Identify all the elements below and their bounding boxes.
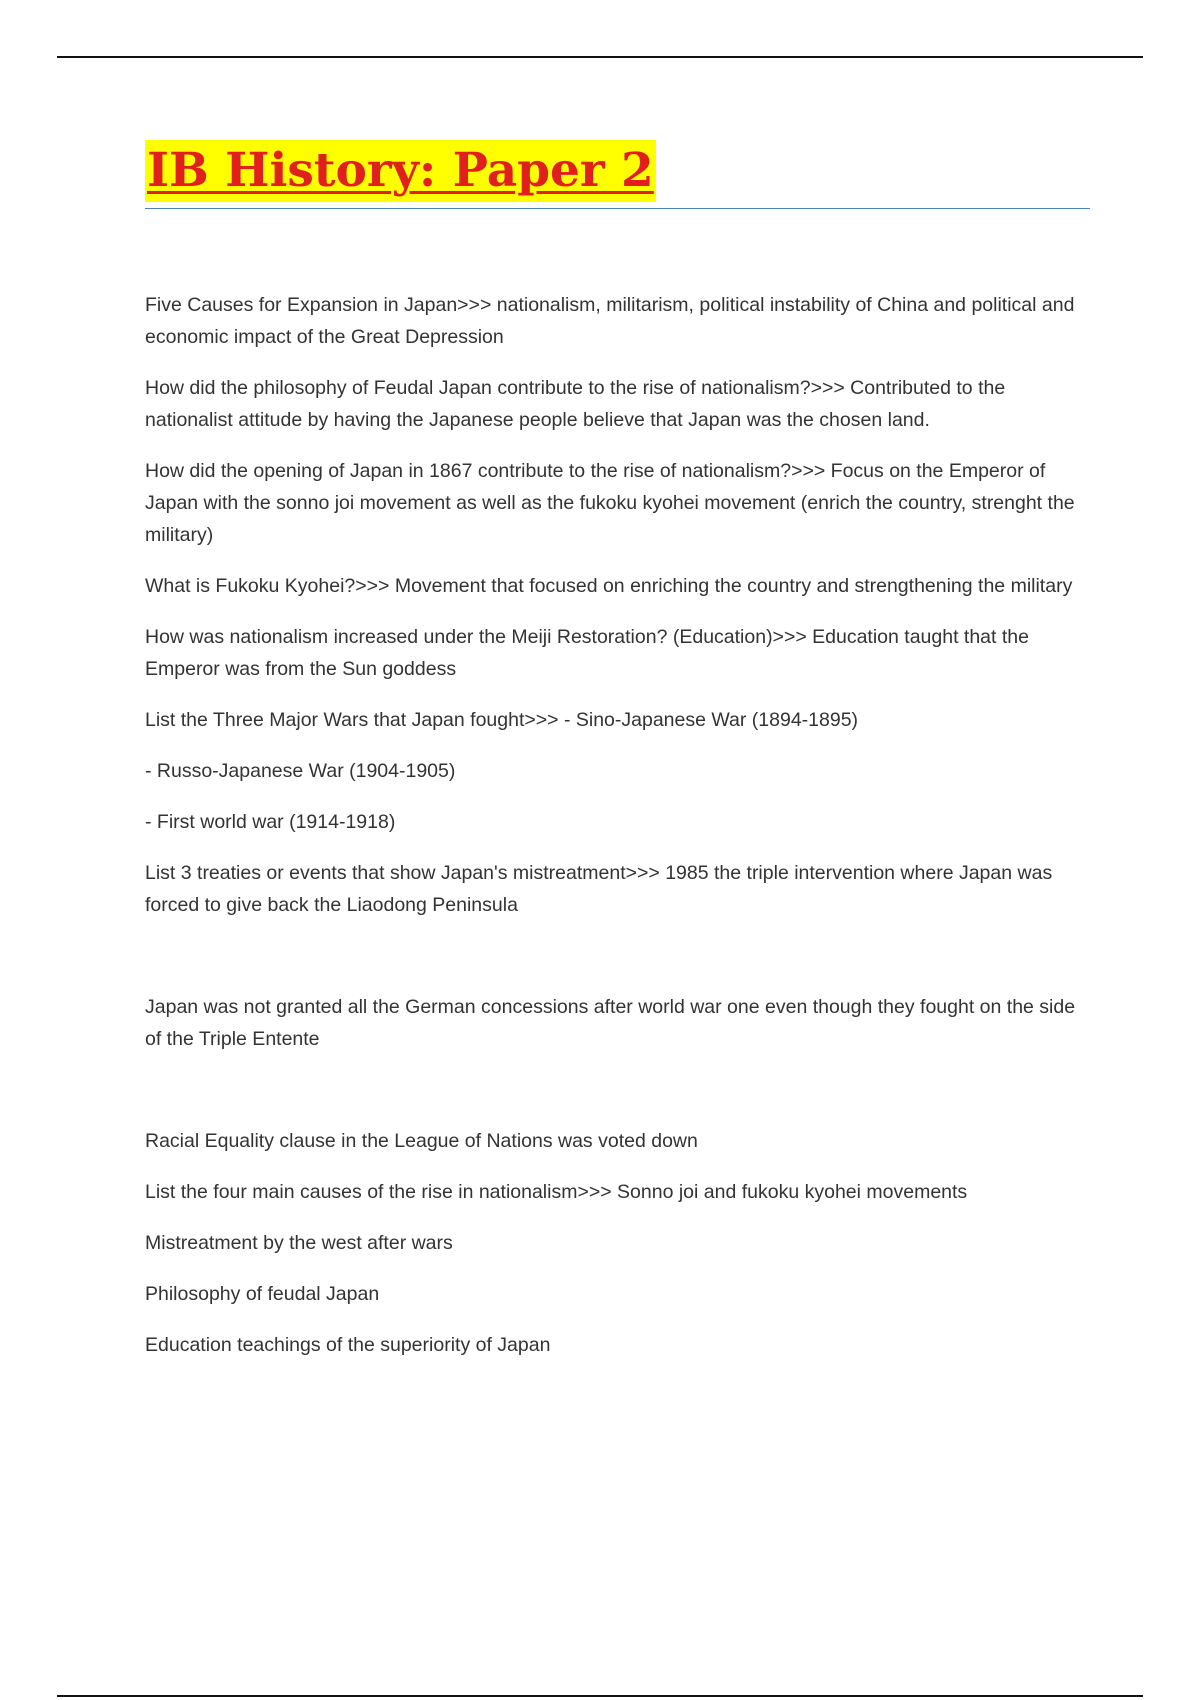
paragraph: List 3 treaties or events that show Japan's mistreatment>>> 1985 the triple intervention where Japan was forced to give back the Liaodong Peninsula (145, 862, 1053, 916)
paragraph: How did the philosophy of Feudal Japan contribute to the rise of nationalism?>>> Contributed to the nationalist attitude by having the Japanese people believe that Japan was the chosen land. (145, 377, 1006, 431)
document-body (145, 140, 1090, 1380)
document-title: IB History: Paper 2 (145, 140, 656, 202)
paragraph: Education teachings of the superiority of Japan (145, 1334, 551, 1356)
paragraph: How did the opening of Japan in 1867 contribute to the rise of nationalism?>>> Focus on the Emperor of Japan with the sonno joi movement as well as the fukoku kyohei movement (enrich the country, strenght the military) (145, 460, 1075, 546)
paragraph: - Russo-Japanese War (1904-1905) (145, 760, 456, 782)
title-block (145, 140, 1090, 209)
paragraph: Philosophy of feudal Japan (145, 1283, 380, 1305)
paragraph: List the four main causes of the rise in nationalism>>> Sonno joi and fukoku kyohei movements (145, 1181, 968, 1203)
bottom-divider (57, 1695, 1143, 1697)
paragraph: How was nationalism increased under the Meiji Restoration? (Education)>>> Education taught that the Emperor was from the Sun goddess (145, 626, 1029, 680)
paragraph: List the Three Major Wars that Japan fought>>> - Sino-Japanese War (1894-1895) (145, 709, 859, 731)
paragraph: Mistreatment by the west after wars (145, 1232, 453, 1254)
paragraph: - First world war (1914-1918) (145, 811, 396, 833)
top-divider (57, 56, 1143, 58)
paragraph: What is Fukoku Kyohei?>>> Movement that focused on enriching the country and strengthening the military (145, 575, 1073, 597)
paragraph: Five Causes for Expansion in Japan>>> nationalism, militarism, political instability of China and political and economic impact of the Great Depression (145, 294, 1075, 348)
paragraph: Japan was not granted all the German concessions after world war one even though they fought on the side of the Triple Entente (145, 996, 1076, 1050)
paragraph: Racial Equality clause in the League of Nations was voted down (145, 1130, 698, 1152)
